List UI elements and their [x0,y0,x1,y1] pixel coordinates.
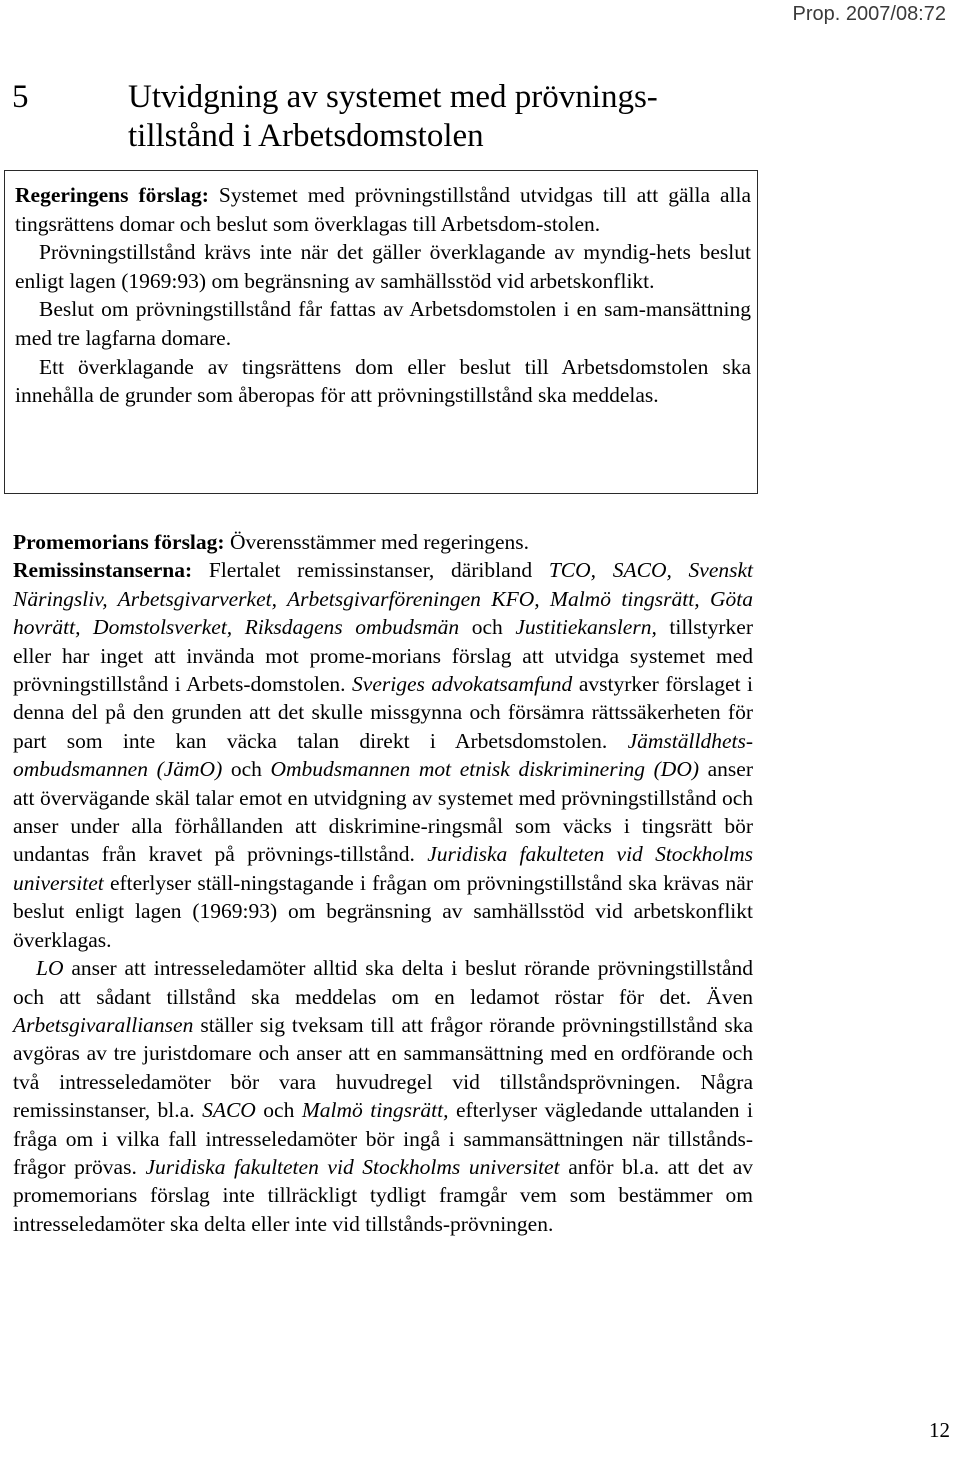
referral-text: och [263,1098,295,1123]
referral-body-jamo: Jämställdhets-ombudsmannen (JämO) [13,728,754,782]
referral-body-saco: SACO [202,1098,256,1123]
referral-text: avstyrker förslaget i denna del på den grunden att det skulle missgynna och försämra rättssäkerheten för part som inte kan väcka talan direkt i Arbetsdomstolen. [13,672,754,753]
referral-body-malmo: Malmö tingsrätt, [301,1098,449,1123]
referral-body-names: TCO, SACO, Svenskt Näringsliv, Arbetsgivarverket, Arbetsgivarföreningen KFO, Malmö tingsrätt, Göta hovrätt, Domstolsverket, Riksdagens ombudsmän [13,558,753,640]
referral-body-advokatsamfund: Sveriges advokatsamfund [352,672,573,697]
referral-text: och [471,615,503,640]
government-proposal-label: Regeringens förslag: [15,183,209,207]
referral-text: tillstyrker eller har inget att invända mot prome-morians förslag att utvidga systemet med prövningstillstånd i Arbets-domstolen. [13,615,753,697]
referral-text: anför bl.a. att det av promemorians förslag inte tillräckligt tydligt framgår vem som bestämmer om intresseledamöter ska delta eller inte vid tillstånds-prövningen. [13,1154,754,1236]
memorandum-paragraph [13,528,753,556]
referral-body-lo: LO [36,956,64,981]
memorandum-label: Promemorians förslag: [13,530,225,554]
proposal-paragraph-4: Ett överklagande av tingsrättens dom eller beslut till Arbetsdomstolen ska innehålla de grunder som åberopas för att prövningstillstånd ska meddelas. [15,354,751,408]
section-title-line-2: tillstånd i Arbetsdomstolen [128,118,484,154]
section-title [128,78,748,156]
section-number: 5 [12,79,29,115]
referral-text: anser att övervägande skäl talar emot en utvidgning av systemet med prövningstillstånd och anser under alla förhållanden att diskrimine-ringsmål som väcks i tingsrätt bör undantas från kravet på prövnings-tillstånd. [13,757,754,867]
referral-label: Remissinstanserna: [13,558,193,583]
referral-body-jk: Justitiekanslern, [515,615,657,640]
section-title-line-1: Utvidgning av systemet med prövnings- [128,79,658,115]
government-proposal-box [4,170,758,494]
referral-text: efterlyser ställ-ningstagande i frågan om prövningstillstånd ska krävas när beslut enligt lagen (1969:93) om begränsning av samhällsstöd vid arbetskonflikt överklagas. [13,870,753,952]
proposition-reference: Prop. 2007/08:72 [792,3,946,25]
body-text [13,528,753,1238]
referral-text: ställer sig tveksam till att frågor rörande prövningstillstånd ska avgöras av tre juristdomare och anser att en sammansättning med en ordförande och två intresseledamöter bör vara huvudregel vid tillståndsprövningen. Några remissinstanser, bl.a. [13,1012,753,1123]
proposal-paragraph-1 [15,181,751,238]
referral-paragraph-1 [13,556,753,954]
memorandum-text: Överensstämmer med regeringens. [229,530,530,554]
referral-body-do: Ombudsmannen mot etnisk diskriminering (DO) [270,757,700,782]
referral-text: och [230,757,262,782]
referral-text: efterlyser vägledande uttalanden i fråga om i vilka fall intresseledamöter bör ingå i sammansättningen när tillstånds-frågor prövas. [13,1098,754,1179]
proposal-text-1: Systemet med prövningstillstånd utvidgas till att gälla alla tingsrättens domar och beslut som överklagas till Arbetsdom-stolen. [15,183,752,236]
referral-text: Flertalet remissinstanser, däribland [208,558,533,583]
proposal-paragraph-3: Beslut om prövningstillstånd får fattas av Arbetsdomstolen i en sam-mansättning med tre lagfarna domare. [15,297,751,350]
referral-body-arbetsgivaralliansen: Arbetsgivaralliansen [13,1012,194,1037]
referral-text: anser att intresseledamöter alltid ska delta i beslut rörande prövningstillstånd och att sådant tillstånd ska meddelas om en ledamot röstar för det. Även [13,956,754,1009]
referral-paragraph-2 [13,954,753,1238]
page-number: 12 [929,1418,950,1442]
referral-body-faculty: Juridiska fakulteten vid Stockholms universitet [13,842,754,895]
proposal-paragraph-2: Prövningstillstånd krävs inte när det gäller överklagande av myndig-hets beslut enligt lagen (1969:93) om begränsning av samhällsstöd vid arbetskonflikt. [15,240,751,293]
referral-body-faculty-2: Juridiska fakulteten vid Stockholms universitet [145,1154,560,1179]
